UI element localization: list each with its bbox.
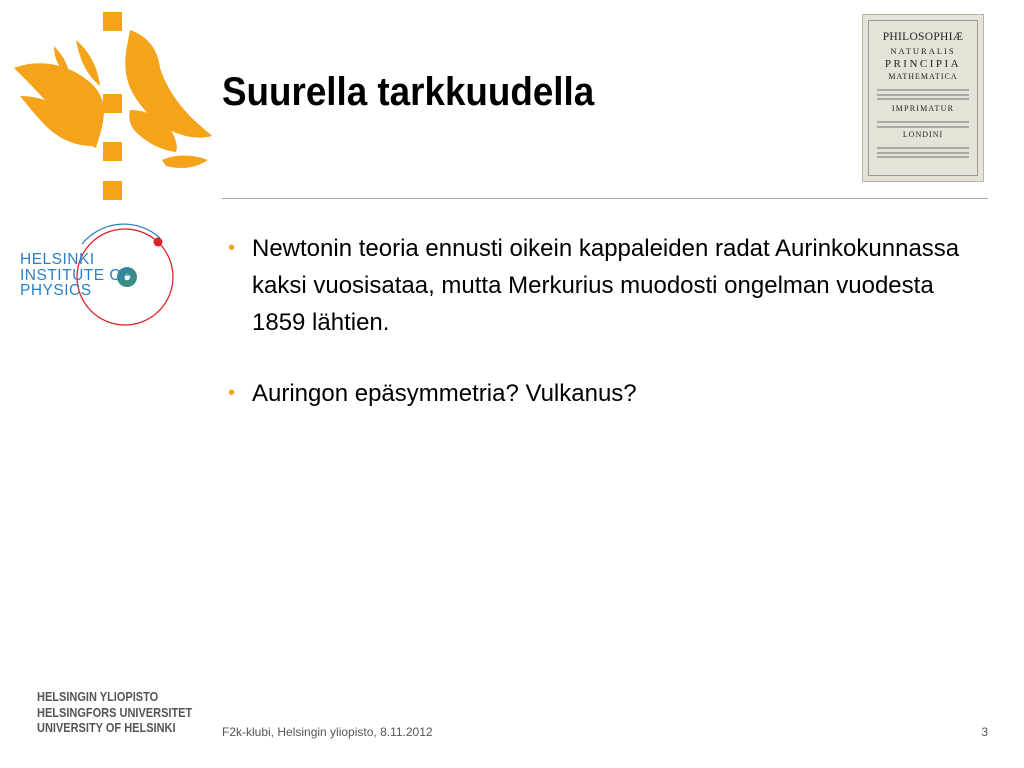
bullet-text: Newtonin teoria ennusti oikein kappaleiden radat Aurinkokunnassa kaksi vuosisataa, mutta Merkurius muodosti ongelman vuodesta 1859 lähtien. bbox=[252, 235, 960, 336]
principia-title-page-image bbox=[862, 14, 984, 182]
bullet-list bbox=[228, 230, 988, 446]
footer-text: F2k-klubi, Helsingin yliopisto, 8.11.2012 bbox=[222, 725, 433, 739]
bullet-dot-icon: • bbox=[228, 237, 236, 259]
principia-fine-print bbox=[877, 121, 969, 128]
university-wordmark-line: HELSINGFORS UNIVERSITET bbox=[37, 705, 193, 720]
university-flame-emblem bbox=[0, 0, 215, 205]
principia-line: PRINCIPIA bbox=[884, 58, 962, 70]
principia-fine-print bbox=[877, 147, 969, 158]
principia-line: LONDINI bbox=[902, 130, 944, 139]
bullet-dot-icon: • bbox=[228, 382, 236, 404]
title-divider bbox=[222, 198, 988, 199]
hip-logo-line: PHYSICS bbox=[20, 282, 92, 299]
principia-line: IMPRIMATUR bbox=[891, 104, 955, 113]
bullet-item bbox=[228, 230, 988, 341]
principia-line: NATURALIS bbox=[890, 46, 956, 56]
principia-line: MATHEMATICA bbox=[888, 72, 958, 81]
bullet-text: Auringon epäsymmetria? Vulkanus? bbox=[252, 380, 637, 407]
principia-line: PHILOSOPHIÆ bbox=[882, 31, 964, 43]
university-wordmark bbox=[37, 690, 192, 737]
principia-fine-print bbox=[877, 89, 969, 100]
principia-frame bbox=[868, 20, 978, 176]
bullet-item bbox=[228, 375, 988, 412]
hip-logo-text bbox=[20, 252, 132, 299]
slide-title: Suurella tarkkuudella bbox=[222, 70, 595, 114]
hip-logo-line: INSTITUTE OF bbox=[20, 266, 132, 284]
hip-logo-line: HELSINKI bbox=[20, 251, 95, 268]
page-number: 3 bbox=[981, 725, 988, 739]
university-wordmark-line: HELSINGIN YLIOPISTO bbox=[37, 690, 159, 704]
university-wordmark-line: UNIVERSITY OF HELSINKI bbox=[37, 721, 176, 735]
